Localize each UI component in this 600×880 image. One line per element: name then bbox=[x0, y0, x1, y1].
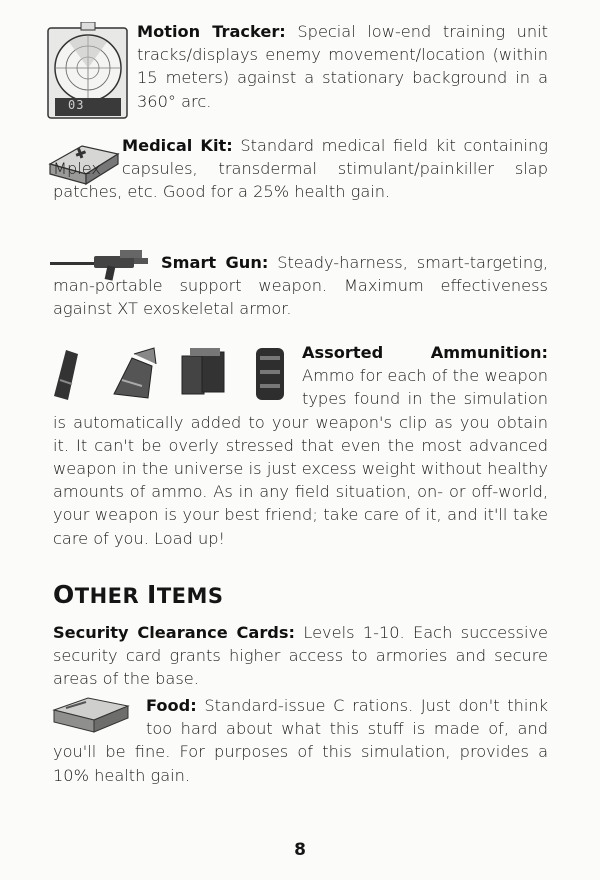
entry-term: Assorted Ammunition: bbox=[302, 343, 548, 362]
entry-motion-tracker bbox=[137, 20, 548, 113]
section-heading: OTHER ITEMS bbox=[53, 580, 224, 609]
tracker-readout: 03 bbox=[68, 98, 85, 112]
entry-ammunition bbox=[53, 341, 548, 550]
entry-food bbox=[53, 694, 548, 787]
entry-text: Special low-end training unit tracks/displays enemy movement/location (within 15 meters) against a stationary background in a 360° arc. bbox=[137, 22, 548, 111]
entry-term: Motion Tracker: bbox=[137, 22, 286, 41]
food-float bbox=[53, 694, 146, 738]
motion-tracker-icon bbox=[47, 22, 129, 120]
entry-term: Security Clearance Cards: bbox=[53, 623, 296, 642]
entry-medical-kit bbox=[53, 134, 548, 204]
ammo-float bbox=[53, 341, 302, 409]
entry-text: Standard medical field kit containing Mplex capsules, transdermal stimulant/painkiller slap patches, etc. Good for a 25% health gain. bbox=[53, 136, 548, 202]
entry-term: Smart Gun: bbox=[161, 253, 269, 272]
entry-text: Ammo for each of the weapon types found in the simulation is automatically added to your weapon's clip as you obtain it. It can't be overly stressed that even the most advanced weapon in the universe is just excess weight without healthy amounts of ammo. As in any field situation, on- or off-world, your weapon is your best friend; take care of it, and it'll take care of you. Load up! bbox=[53, 366, 548, 548]
page-number: 8 bbox=[294, 840, 306, 860]
entry-term: Food: bbox=[146, 696, 197, 715]
entry-text: Levels 1-10. Each successive security card grants higher access to armories and secure areas of the base. bbox=[53, 623, 548, 689]
entry-smart-gun bbox=[53, 251, 548, 321]
entry-term: Medical Kit: bbox=[122, 136, 233, 155]
entry-text: Standard-issue C rations. Just don't think too hard about what this stuff is made of, and you'll be fine. For purposes of this simulation, provides a 10% health gain. bbox=[53, 696, 549, 785]
entry-text: Steady-harness, smart-targeting, man-portable support weapon. Maximum effectiveness against XT exoskeletal armor. bbox=[53, 253, 548, 319]
entry-security-cards bbox=[53, 621, 548, 691]
